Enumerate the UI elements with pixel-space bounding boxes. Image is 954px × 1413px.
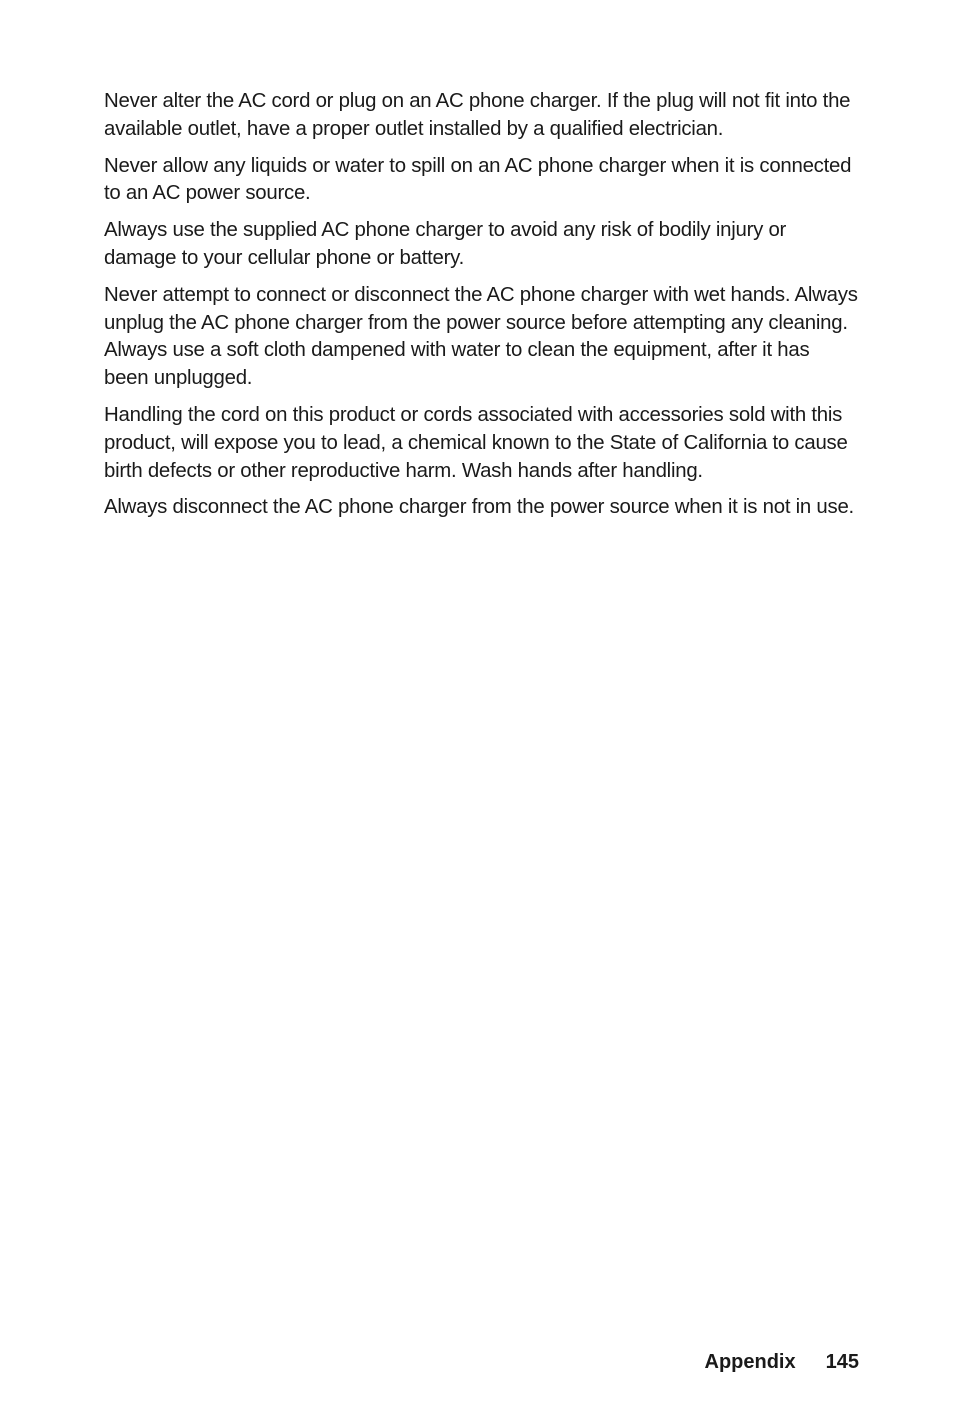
page-footer <box>705 1351 860 1374</box>
paragraph-wet-hands-warning: Never attempt to connect or disconnect the AC phone charger with wet hands. Always unplug the AC phone charger from the power source before attempting any cleaning. Always use a soft cloth dampened with water to clean the equipment, after it has been unplugged. <box>104 283 858 390</box>
body-text <box>104 88 858 531</box>
footer-section-title: Appendix <box>704 1351 796 1373</box>
paragraph-disconnect: Always disconnect the AC phone charger from the power source when it is not in use. <box>104 496 854 519</box>
paragraph-liquids-warning: Never allow any liquids or water to spill on an AC phone charger when it is connected to an AC power source. <box>104 154 852 205</box>
paragraph-lead-warning: Handling the cord on this product or cords associated with accessories sold with this product, will expose you to lead, a chemical known to the State of California to cause birth defects or other reproductive harm. Wash hands after handling. <box>104 403 848 482</box>
paragraph-supplied-charger: Always use the supplied AC phone charger to avoid any risk of bodily injury or damage to your cellular phone or battery. <box>104 219 787 269</box>
page-number: 145 <box>825 1351 859 1373</box>
paragraph-plug-warning: Never alter the AC cord or plug on an AC phone charger. If the plug will not fit into the available outlet, have a proper outlet installed by a qualified electrician. <box>104 90 851 140</box>
